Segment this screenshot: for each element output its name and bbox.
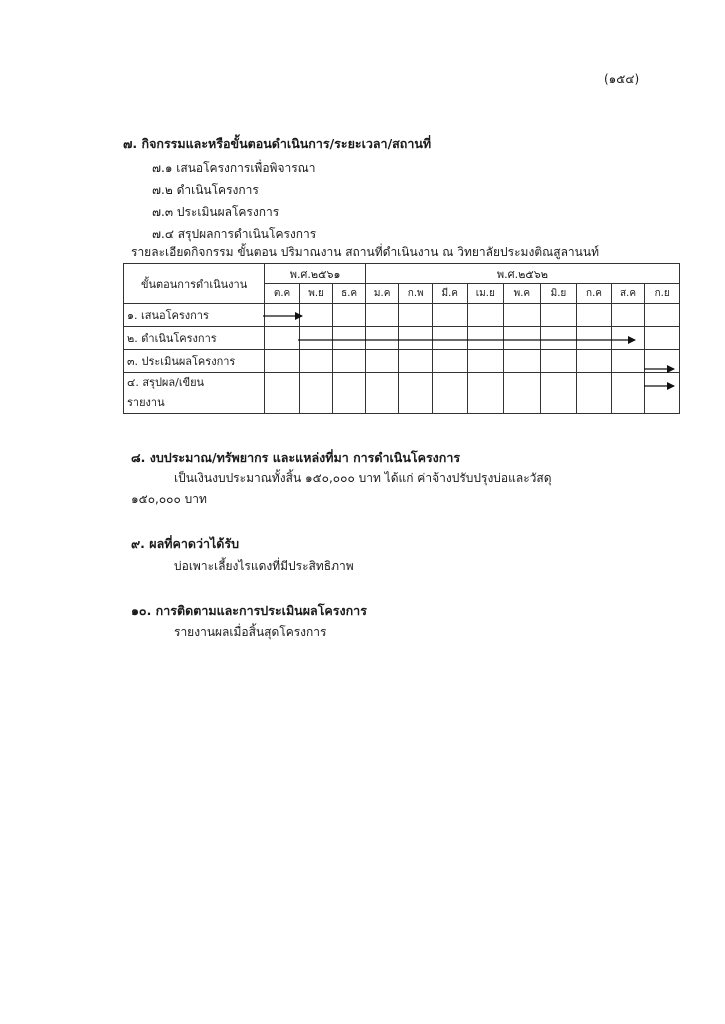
step-label: ๓. ประเมินผลโครงการ [124, 350, 265, 373]
section-7-item-1: ๗.๑ เสนอโครงการเพื่อพิจารณา [152, 161, 316, 175]
month-header: ก.ค [577, 284, 612, 304]
year-header-2562: พ.ศ.๒๕๖๒ [365, 264, 679, 284]
section-7-item-3: ๗.๓ ประเมินผลโครงการ [152, 205, 280, 219]
section-7-heading: ๗. กิจกรรมและหรือขั้นตอนดำเนินการ/ระยะเวลา/สถานที่ [123, 136, 432, 151]
month-header: เม.ย [467, 284, 504, 304]
section-7-item-2: ๗.๒ ดำเนินโครงการ [152, 183, 259, 197]
month-header: พ.ค [504, 284, 541, 304]
month-header: ส.ค [611, 284, 645, 304]
page-number: (๑๕๔) [604, 72, 640, 86]
section-7-item-4: ๗.๔ สรุปผลการดำเนินโครงการ [152, 227, 317, 241]
month-header: มิ.ย [540, 284, 577, 304]
table-row [124, 327, 680, 350]
step-label-line-2: รายงาน [127, 396, 165, 409]
month-header: ธ.ค [333, 284, 366, 304]
month-header: ม.ค [365, 284, 399, 304]
step-label [124, 373, 265, 414]
step-column-header: ขั้นตอนการดำเนินงาน [124, 264, 265, 304]
section-7-detail-line: รายละเอียดกิจกรรม ขั้นตอน ปริมาณงาน สถานที่ดำเนินงาน ณ วิทยาลัยประมงติณสูลานนท์ [131, 245, 599, 259]
table-row [124, 304, 680, 327]
table-row [124, 350, 680, 373]
month-header: ก.ย [645, 284, 680, 304]
step-label-line-1: ๔. สรุปผล/เขียน [127, 376, 205, 389]
section-8-line-2: ๑๕๐,๐๐๐ บาท [131, 492, 207, 506]
section-8-line-1: เป็นเงินงบประมาณทั้งสิ้น ๑๕๐,๐๐๐ บาท ได้แก่ ค่าจ้างปรับปรุงบ่อและวัสดุ [174, 471, 552, 485]
month-header: ก.พ [399, 284, 433, 304]
gantt-table [123, 263, 680, 414]
section-10-line-1: รายงานผลเมื่อสิ้นสุดโครงการ [174, 625, 327, 639]
step-label: ๑. เสนอโครงการ [124, 304, 265, 327]
month-header: มี.ค [432, 284, 467, 304]
section-9-line-1: บ่อเพาะเลี้ยงไรแดงที่มีประสิทธิภาพ [174, 559, 354, 573]
month-header: ต.ค [265, 284, 300, 304]
month-header: พ.ย [299, 284, 333, 304]
section-8-heading: ๘. งบประมาณ/ทรัพยากร และแหล่งที่มา การดำเนินโครงการ [131, 450, 461, 465]
table-row [124, 373, 680, 414]
section-9-heading: ๙. ผลที่คาดว่าได้รับ [131, 536, 240, 551]
year-header-2561: พ.ศ.๒๕๖๑ [265, 264, 366, 284]
step-label: ๒. ดำเนินโครงการ [124, 327, 265, 350]
section-10-heading: ๑๐. การติดตามและการประเมินผลโครงการ [131, 603, 367, 618]
